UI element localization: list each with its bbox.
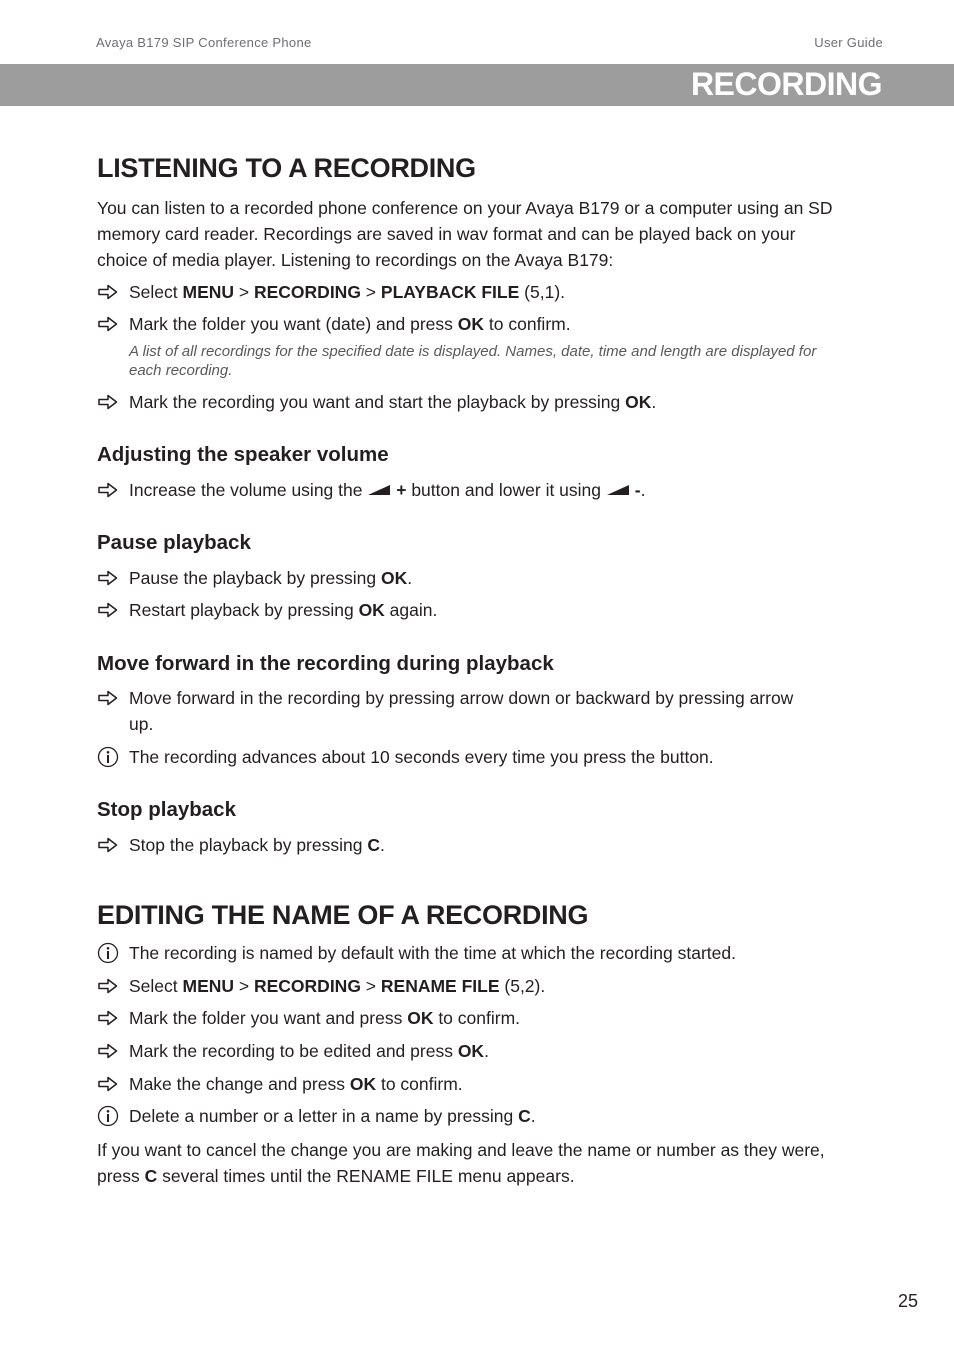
arrow-right-icon <box>97 393 119 411</box>
info-icon <box>97 746 119 768</box>
step-select-playback: Select MENU > RECORDING > PLAYBACK FILE (5,1). <box>97 279 839 305</box>
subheading-forward: Move forward in the recording during playback <box>97 652 554 675</box>
info-default-name: The recording is named by default with the time at which the recording started. <box>97 940 839 966</box>
step-mark-folder-rename: Mark the folder you want and press OK to confirm. <box>97 1005 839 1031</box>
arrow-right-icon <box>97 601 119 619</box>
step-volume: Increase the volume using the + button and lower it using -. <box>97 477 839 503</box>
step-restart: Restart playback by pressing OK again. <box>97 597 839 623</box>
arrow-right-icon <box>97 836 119 854</box>
header-product: Avaya B179 SIP Conference Phone <box>96 35 312 50</box>
info-icon <box>97 1105 119 1127</box>
step-forward: Move forward in the recording by pressing arrow down or backward by pressing arrow up. <box>97 685 839 737</box>
step-pause: Pause the playback by pressing OK. <box>97 565 839 591</box>
step-stop: Stop the playback by pressing C. <box>97 832 839 858</box>
volume-icon <box>606 484 630 496</box>
section-title-editing: EDITING THE NAME OF A RECORDING <box>97 900 589 930</box>
arrow-right-icon <box>97 569 119 587</box>
page-number: 25 <box>897 1291 918 1311</box>
step-select-rename: Select MENU > RECORDING > RENAME FILE (5,2). <box>97 973 839 999</box>
arrow-right-icon <box>97 1009 119 1027</box>
info-delete-char: Delete a number or a letter in a name by pressing C. <box>97 1103 839 1129</box>
subheading-stop: Stop playback <box>97 798 236 821</box>
arrow-right-icon <box>97 283 119 301</box>
arrow-right-icon <box>97 481 119 499</box>
step-mark-folder: Mark the folder you want (date) and press OK to confirm. <box>97 311 839 337</box>
info-forward: The recording advances about 10 seconds every time you press the button. <box>97 744 839 770</box>
recordings-list-note: A list of all recordings for the specified date is displayed. Names, date, time and length are displayed for each recording. <box>129 343 817 379</box>
chapter-title: RECORDING <box>690 66 882 102</box>
arrow-right-icon <box>97 1075 119 1093</box>
volume-icon <box>367 484 391 496</box>
section-title-listening: LISTENING TO A RECORDING <box>97 153 476 183</box>
info-icon <box>97 942 119 964</box>
chapter-band <box>0 64 954 106</box>
arrow-right-icon <box>97 315 119 333</box>
step-mark-recording-rename: Mark the recording to be edited and press OK. <box>97 1038 839 1064</box>
step-start-playback: Mark the recording you want and start the playback by pressing OK. <box>97 389 839 415</box>
step-make-change: Make the change and press OK to confirm. <box>97 1071 839 1097</box>
outro-paragraph: If you want to cancel the change you are making and leave the name or number as they were, press C several times until the RENAME FILE menu appears. <box>97 1140 825 1186</box>
header-doc-type: User Guide <box>814 35 883 50</box>
arrow-right-icon <box>97 977 119 995</box>
arrow-right-icon <box>97 689 119 707</box>
intro-paragraph: You can listen to a recorded phone conference on your Avaya B179 or a computer using an SD memory card reader. Recordings are saved in wav format and can be played back on your choice of media player. Listening to recordings on the Avaya B179: <box>97 198 833 270</box>
subheading-volume: Adjusting the speaker volume <box>97 443 389 466</box>
subheading-pause: Pause playback <box>97 531 251 554</box>
arrow-right-icon <box>97 1042 119 1060</box>
